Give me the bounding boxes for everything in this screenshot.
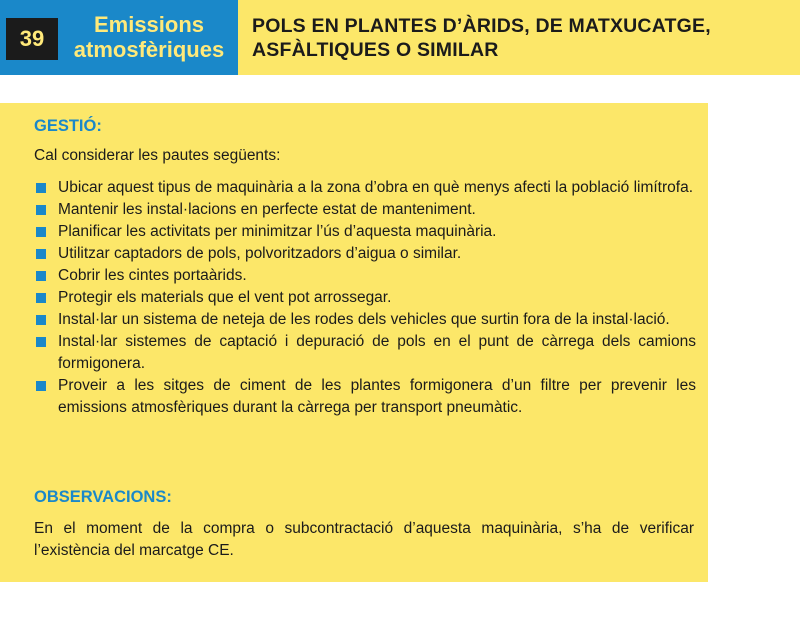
page-title: POLS EN PLANTES D’ÀRIDS, DE MATXUCATGE, ASFÀLTIQUES O SIMILAR bbox=[252, 15, 711, 61]
list-item bbox=[34, 221, 696, 243]
content-panel bbox=[0, 103, 708, 582]
square-bullet-icon bbox=[36, 205, 46, 215]
gestio-intro: Cal considerar les pautes següents: bbox=[34, 147, 281, 164]
list-item-text: Instal·lar un sistema de neteja de les rodes dels vehicles que surtin fora de la instal·lació. bbox=[58, 311, 670, 328]
list-item bbox=[34, 331, 696, 375]
list-item-text: Cobrir les cintes portaàrids. bbox=[58, 267, 247, 284]
list-item-text: Ubicar aquest tipus de maquinària a la zona d’obra en què menys afecti la població limítrofa. bbox=[58, 179, 694, 196]
list-item-text: Utilitzar captadors de pols, polvoritzadors d’aigua o similar. bbox=[58, 245, 462, 262]
square-bullet-icon bbox=[36, 337, 46, 347]
section-name: Emissions atmosfèriques bbox=[73, 12, 225, 62]
gestio-list bbox=[34, 177, 696, 419]
square-bullet-icon bbox=[36, 249, 46, 259]
header-section-band bbox=[0, 0, 238, 75]
list-item bbox=[34, 375, 696, 419]
list-item-text: Mantenir les instal·lacions en perfecte estat de manteniment. bbox=[58, 201, 476, 218]
observacions-text: En el moment de la compra o subcontractació d’aquesta maquinària, s’ha de verificar l’existència del marcatge CE. bbox=[34, 520, 694, 559]
list-item-text: Planificar les activitats per minimitzar l’ús d’aquesta maquinària. bbox=[58, 223, 497, 240]
square-bullet-icon bbox=[36, 183, 46, 193]
list-item bbox=[34, 177, 696, 199]
list-item bbox=[34, 265, 696, 287]
list-item-text: Proveir a les sitges de ciment de les plantes formigonera d’un filtre per prevenir les emissions atmosfèriques durant la càrrega per transport pneumàtic. bbox=[58, 377, 696, 416]
header-title-band bbox=[238, 0, 800, 75]
list-item-text: Protegir els materials que el vent pot arrossegar. bbox=[58, 289, 392, 306]
observacions-heading: OBSERVACIONS: bbox=[34, 488, 172, 506]
list-item-text: Instal·lar sistemes de captació i depuració de pols en el punt de càrrega dels camions formigonera. bbox=[58, 333, 696, 372]
square-bullet-icon bbox=[36, 315, 46, 325]
square-bullet-icon bbox=[36, 227, 46, 237]
list-item bbox=[34, 287, 696, 309]
list-item bbox=[34, 199, 696, 221]
gestio-heading: GESTIÓ: bbox=[34, 117, 102, 135]
square-bullet-icon bbox=[36, 381, 46, 391]
list-item bbox=[34, 309, 696, 331]
square-bullet-icon bbox=[36, 271, 46, 281]
list-item bbox=[34, 243, 696, 265]
square-bullet-icon bbox=[36, 293, 46, 303]
section-number-badge: 39 bbox=[6, 18, 58, 60]
